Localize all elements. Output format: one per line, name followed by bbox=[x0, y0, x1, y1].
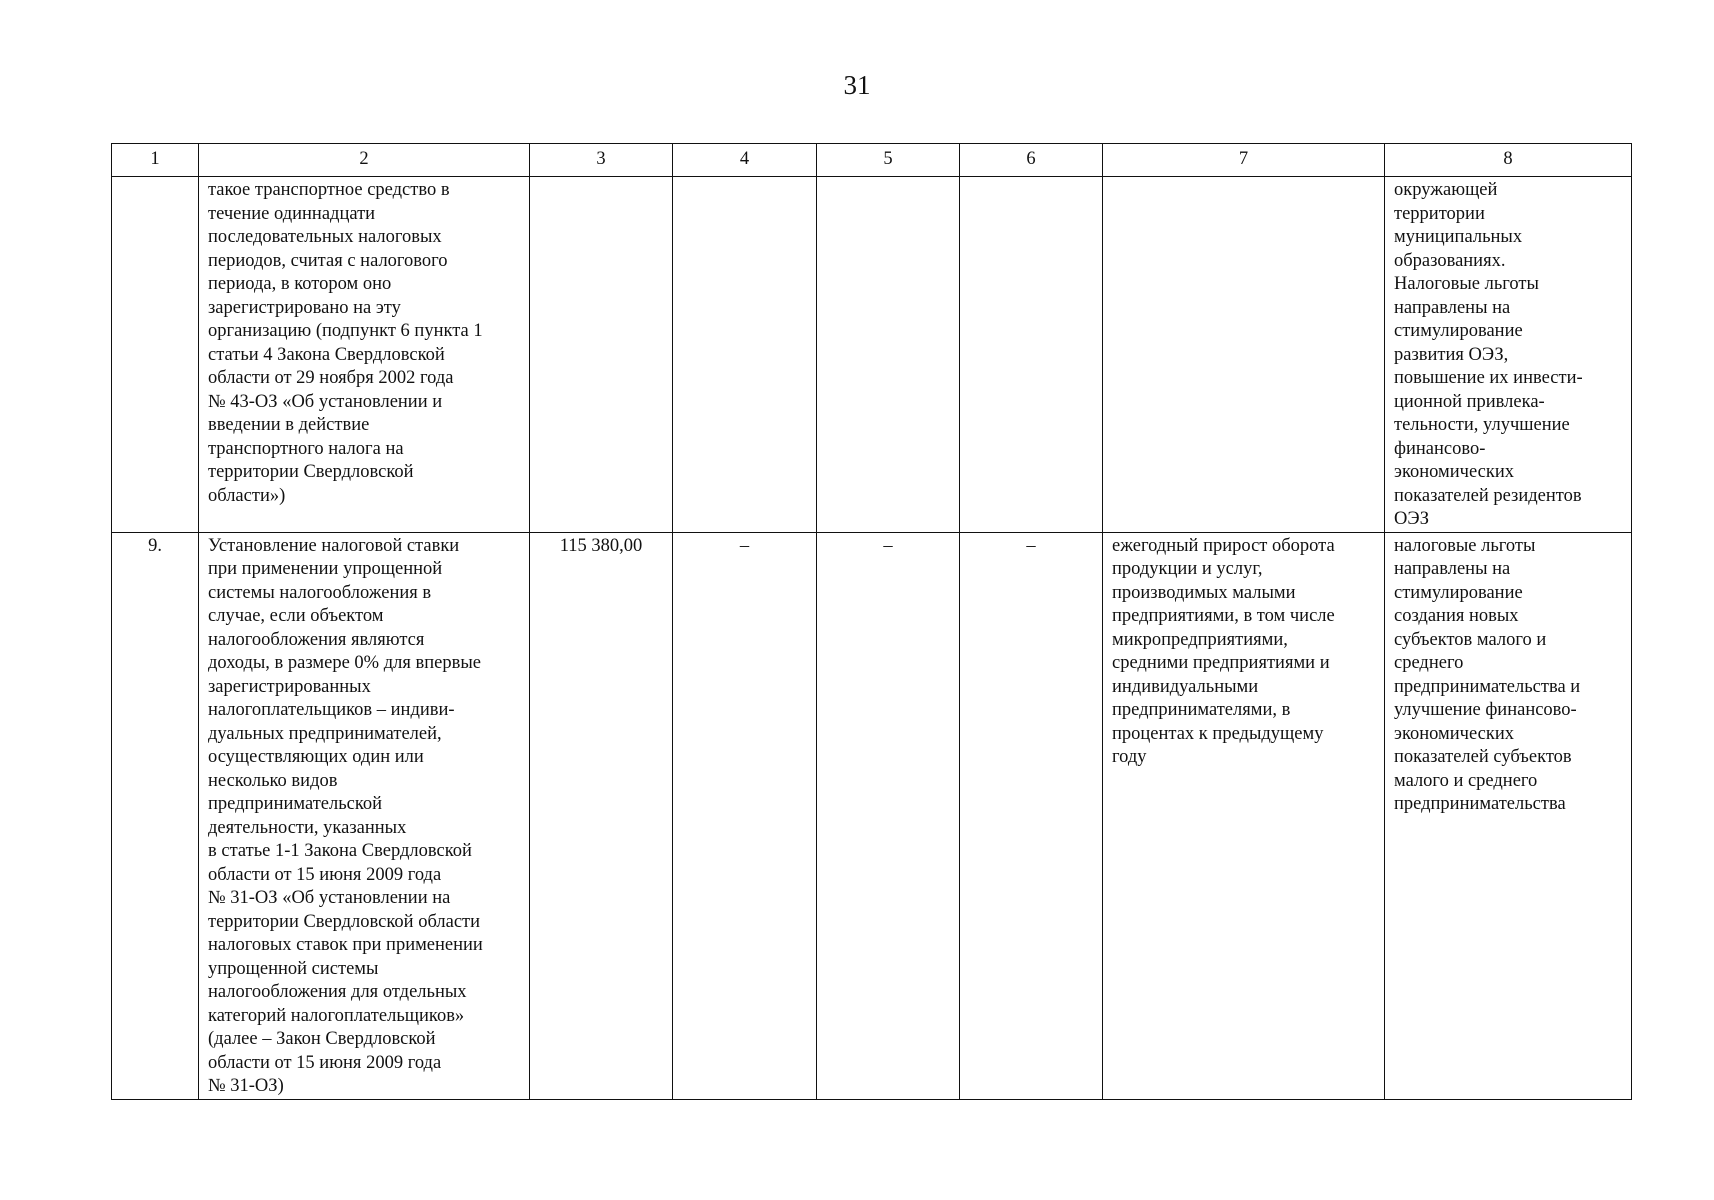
benefit-amount bbox=[530, 177, 673, 533]
header-col-8: 8 bbox=[1385, 144, 1632, 177]
row-number bbox=[112, 177, 199, 533]
col6-value: – bbox=[960, 532, 1103, 1099]
efficiency-indicator: ежегодный прирост оборота продукции и услуг, производимых малыми предприятиями, в том числе микропредприятиями, средними предприятиями и индивидуальными предпринимателями, в процентах к предыдущему году bbox=[1103, 532, 1385, 1099]
col6-value bbox=[960, 177, 1103, 533]
benefit-amount: 115 380,00 bbox=[530, 532, 673, 1099]
header-col-3: 3 bbox=[530, 144, 673, 177]
col4-value: – bbox=[673, 532, 817, 1099]
header-row bbox=[112, 144, 1632, 177]
col5-value bbox=[817, 177, 960, 533]
benefit-description: такое транспортное средство в течение одиннадцати последовательных налоговых периодов, считая с налогового периода, в котором оно зарегистрировано на эту организацию (подпункт 6 пункта 1 статьи 4 Закона Свердловской области от 29 ноября 2002 года № 43-ОЗ «Об установлении и введении в действие транспортного налога на территории Свердловской области») bbox=[199, 177, 530, 533]
header-col-5: 5 bbox=[817, 144, 960, 177]
efficiency-indicator bbox=[1103, 177, 1385, 533]
tax-benefits-table bbox=[111, 143, 1632, 1100]
benefit-goal: налоговые льготы направлены на стимулирование создания новых субъектов малого и среднего предпринимательства и улучшение финансово- экономических показателей субъектов малого и среднего предпринимательства bbox=[1385, 532, 1632, 1099]
col5-value: – bbox=[817, 532, 960, 1099]
header-col-1: 1 bbox=[112, 144, 199, 177]
benefit-goal: окружающей территории муниципальных образованиях. Налоговые льготы направлены на стимулирование развития ОЭЗ, повышение их инвести- ционной привлека- тельности, улучшение финансово- экономических показателей резидентов ОЭЗ bbox=[1385, 177, 1632, 533]
header-col-2: 2 bbox=[199, 144, 530, 177]
table-row bbox=[112, 532, 1632, 1099]
header-col-6: 6 bbox=[960, 144, 1103, 177]
header-col-4: 4 bbox=[673, 144, 817, 177]
benefit-description: Установление налоговой ставки при применении упрощенной системы налогообложения в случае, если объектом налогообложения являются доходы, в размере 0% для впервые зарегистрированных налогоплательщиков – индиви- дуальных предпринимателей, осуществляющих один или несколько видов предпринимательской деятельности, указанных в статье 1-1 Закона Свердловской области от 15 июня 2009 года № 31-ОЗ «Об установлении на территории Свердловской области налоговых ставок при применении упрощенной системы налогообложения для отдельных категорий налогоплательщиков» (далее – Закон Свердловской области от 15 июня 2009 года № 31-ОЗ) bbox=[199, 532, 530, 1099]
col4-value bbox=[673, 177, 817, 533]
page-number: 31 bbox=[843, 70, 871, 100]
header-col-7: 7 bbox=[1103, 144, 1385, 177]
row-number: 9. bbox=[112, 532, 199, 1099]
table-row bbox=[112, 177, 1632, 533]
